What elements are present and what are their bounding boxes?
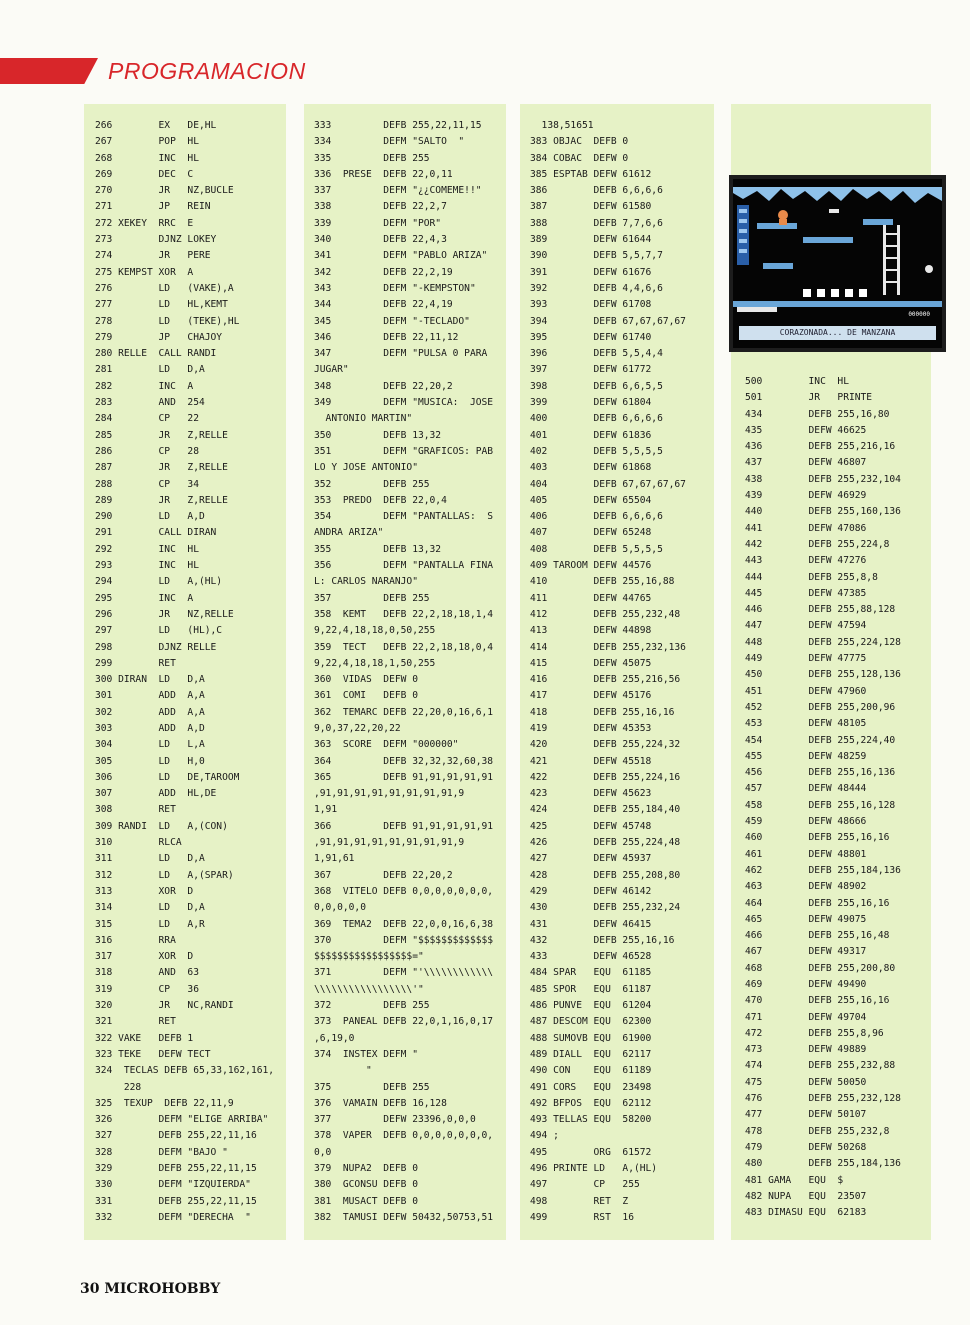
code-line: 501 JR PRINTE [745, 392, 873, 404]
code-line: ANDRA ARIZA" [314, 527, 384, 539]
code-line: 426 DEFB 255,224,48 [530, 837, 681, 849]
code-line: 418 DEFB 255,16,16 [530, 706, 675, 718]
code-line: 402 DEFB 5,5,5,5 [530, 445, 663, 457]
game-scene-image [733, 179, 942, 348]
code-line: 496 PRINTE LD A,(HL) [530, 1163, 658, 1174]
code-line: 358 KEMT DEFB 22,2,18,18,1,4 [314, 608, 494, 620]
code-line: 359 TECT DEFB 22,2,18,18,0,4 [314, 641, 494, 653]
code-line: 495 ORG 61572 [530, 1146, 652, 1158]
code-line: 440 DEFB 255,160,136 [745, 506, 901, 518]
code-line: 280 RELLE CALL RANDI [95, 348, 217, 360]
code-line: 484 SPAR EQU 61185 [530, 967, 652, 979]
code-line: 437 DEFW 46807 [745, 457, 867, 469]
code-line: 393 DEFW 61708 [530, 299, 652, 311]
code-line: 483 DIMASU EQU 62183 [745, 1207, 867, 1219]
code-line: 439 DEFW 46929 [745, 490, 867, 502]
code-line: 493 TELLAS EQU 58200 [530, 1114, 652, 1126]
code-line: 458 DEFB 255,16,128 [745, 799, 896, 811]
code-line: 396 DEFB 5,5,4,4 [530, 348, 663, 360]
code-line: 471 DEFW 49704 [745, 1011, 867, 1023]
code-line: 392 DEFB 4,4,6,6 [530, 282, 663, 294]
code-line: 463 DEFW 48902 [745, 881, 867, 893]
code-line: 490 CON EQU 61189 [530, 1065, 652, 1077]
code-line: 464 DEFB 255,16,16 [745, 897, 890, 909]
code-line: 360 VIDAS DEFW 0 [314, 674, 418, 686]
code-line: 289 JR Z,RELLE [95, 494, 228, 506]
code-line: 0,0,0,0,0 [314, 902, 366, 914]
code-line: 291 CALL DIRAN [95, 527, 217, 539]
code-line: 278 LD (TEKE),HL [95, 315, 240, 327]
code-line: ANTONIO MARTIN" [314, 413, 413, 425]
code-line: 429 DEFW 46142 [530, 885, 652, 897]
code-line: 422 DEFB 255,224,16 [530, 771, 681, 783]
code-line: 300 DIRAN LD D,A [95, 674, 205, 686]
code-line: 304 LD L,A [95, 739, 205, 751]
code-line: 456 DEFB 255,16,136 [745, 767, 896, 779]
code-line: 307 ADD HL,DE [95, 788, 217, 800]
code-line: 380 GCONSU DEFB 0 [314, 1179, 418, 1191]
code-line: 414 DEFB 255,232,136 [530, 641, 686, 653]
listing-column-2 [304, 104, 506, 1240]
code-line: 376 VAMAIN DEFB 16,128 [314, 1097, 447, 1109]
code-line: 378 VAPER DEFB 0,0,0,0,0,0,0, [314, 1130, 494, 1142]
code-line: 487 DESCOM EQU 62300 [530, 1016, 652, 1028]
code-line: 312 LD A,(SPAR) [95, 869, 234, 881]
code-line: 467 DEFW 49317 [745, 946, 867, 958]
code-line: 348 DEFB 22,20,2 [314, 380, 453, 392]
code-line: 450 DEFB 255,128,136 [745, 669, 901, 681]
code-line: 288 CP 34 [95, 478, 199, 490]
listing-column-3 [520, 104, 714, 1240]
code-line: 387 DEFW 61580 [530, 201, 652, 213]
code-line: 332 DEFM "DERECHA " [95, 1211, 251, 1223]
code-line: 409 TAROOM DEFW 44576 [530, 560, 652, 572]
code-line: 466 DEFB 255,16,48 [745, 930, 890, 942]
code-line: 337 DEFM "¿¿COMEME!!" [314, 185, 482, 197]
code-line: 424 DEFB 255,184,40 [530, 804, 681, 816]
code-line: 317 XOR D [95, 951, 194, 963]
code-line: 271 JP REIN [95, 201, 211, 213]
code-line: 341 DEFM "PABLO ARIZA" [314, 250, 488, 262]
code-line: 447 DEFW 47594 [745, 620, 867, 632]
code-line: 472 DEFB 255,8,96 [745, 1027, 884, 1039]
code-line: 351 DEFM "GRAFICOS: PAB [314, 445, 494, 457]
code-line: 330 DEFM "IZQUIERDA" [95, 1179, 251, 1191]
code-line: 391 DEFW 61676 [530, 266, 652, 278]
game-status-bar: CORAZONADA... DE MANZANA [739, 326, 936, 340]
code-line: 1,91 [314, 804, 338, 816]
code-line: 313 XOR D [95, 885, 194, 897]
code-line: 377 DEFW 23396,0,0,0 [314, 1114, 476, 1126]
code-line: 311 LD D,A [95, 853, 205, 865]
code-line: 470 DEFB 255,16,16 [745, 995, 890, 1007]
code-line: 399 DEFW 61804 [530, 397, 652, 409]
code-line: 476 DEFB 255,232,128 [745, 1093, 901, 1105]
code-line: 425 DEFW 45748 [530, 820, 652, 832]
code-line: 386 DEFB 6,6,6,6 [530, 185, 663, 197]
code-line: 0,0 [314, 1146, 332, 1158]
code-line: 281 LD D,A [95, 364, 205, 376]
code-line: 436 DEFB 255,216,16 [745, 441, 896, 453]
code-line: 374 INSTEX DEFM " [314, 1048, 418, 1060]
code-line: 420 DEFB 255,224,32 [530, 739, 681, 751]
code-line: 388 DEFB 7,7,6,6 [530, 217, 663, 229]
code-line: 419 DEFW 45353 [530, 722, 652, 734]
code-line: 324 TECLAS DEFB 65,33,162,161, [95, 1065, 275, 1077]
code-line: 320 JR NC,RANDI [95, 1000, 234, 1012]
code-line: ,91,91,91,91,91,91,91,91,9 [314, 837, 465, 849]
code-line: 394 DEFB 67,67,67,67 [530, 315, 686, 327]
code-line: 421 DEFW 45518 [530, 755, 652, 767]
code-line: 338 DEFB 22,2,7 [314, 201, 447, 213]
code-line: 397 DEFW 61772 [530, 364, 652, 376]
code-line: 276 LD (VAKE),A [95, 282, 234, 294]
code-line: 293 INC HL [95, 560, 199, 572]
code-line: 336 PRESE DEFB 22,0,11 [314, 168, 453, 180]
code-line: 346 DEFB 22,11,12 [314, 331, 459, 343]
code-line: 297 LD (HL),C [95, 625, 223, 637]
code-line: 335 DEFB 255 [314, 152, 430, 164]
code-line: 282 INC A [95, 380, 194, 392]
code-line: 294 LD A,(HL) [95, 576, 223, 588]
code-line: 345 DEFM "-TECLADO" [314, 315, 470, 327]
page-footer: 30 MICROHOBBY [80, 1281, 221, 1297]
code-line: 497 CP 255 [530, 1179, 640, 1191]
code-line: LO Y JOSE ANTONIO" [314, 462, 418, 474]
code-line: 318 AND 63 [95, 967, 199, 979]
code-line: 494 ; [530, 1130, 559, 1142]
code-line: 352 DEFB 255 [314, 478, 430, 490]
code-line: 465 DEFW 49075 [745, 913, 867, 925]
code-line: 296 JR NZ,RELLE [95, 608, 234, 620]
code-line: 448 DEFB 255,224,128 [745, 636, 901, 648]
code-line: 460 DEFB 255,16,16 [745, 832, 890, 844]
code-line: 285 JR Z,RELLE [95, 429, 228, 441]
code-line: ,91,91,91,91,91,91,91,91,9 [314, 788, 465, 800]
code-line: 331 DEFB 255,22,11,15 [95, 1195, 257, 1207]
code-line: 416 DEFB 255,216,56 [530, 674, 681, 686]
code-line: 417 DEFW 45176 [530, 690, 652, 702]
code-line: 474 DEFB 255,232,88 [745, 1060, 896, 1072]
code-line: 473 DEFW 49889 [745, 1044, 867, 1056]
code-line: 342 DEFB 22,2,19 [314, 266, 453, 278]
code-line: 489 DIALL EQU 62117 [530, 1048, 652, 1060]
code-line: 385 ESPTAB DEFW 61612 [530, 168, 652, 180]
code-line: 363 SCORE DEFM "000000" [314, 739, 459, 751]
code-line: 319 CP 36 [95, 983, 199, 995]
code-line: 443 DEFW 47276 [745, 555, 867, 567]
code-line: 438 DEFB 255,232,104 [745, 473, 901, 485]
code-line: 462 DEFB 255,184,136 [745, 864, 901, 876]
code-line: 272 XEKEY RRC E [95, 217, 194, 229]
code-line: 355 DEFB 13,32 [314, 543, 442, 555]
code-line: 274 JR PERE [95, 250, 211, 262]
code-line: 371 DEFM "'\\\\\\\\\\\\ [314, 967, 494, 979]
code-line: 267 POP HL [95, 136, 199, 148]
code-line: 401 DEFW 61836 [530, 429, 652, 441]
code-line: 408 DEFB 5,5,5,5 [530, 543, 663, 555]
code-line: 434 DEFB 255,16,80 [745, 408, 890, 420]
code-line: 366 DEFB 91,91,91,91,91 [314, 820, 494, 832]
code-line: 379 NUPA2 DEFB 0 [314, 1163, 418, 1174]
code-line: 287 JR Z,RELLE [95, 462, 228, 474]
code-line: 321 RET [95, 1016, 176, 1028]
code-line: 356 DEFM "PANTALLA FINA [314, 560, 494, 572]
code-line: 329 DEFB 255,22,11,15 [95, 1163, 257, 1174]
code-line: 480 DEFB 255,184,136 [745, 1158, 901, 1170]
code-line: 383 OBJAC DEFB 0 [530, 136, 629, 148]
code-line: 339 DEFM "POR" [314, 217, 442, 229]
section-accent-bar [0, 58, 98, 84]
code-line: 277 LD HL,KEMT [95, 299, 228, 311]
code-line: 323 TEKE DEFW TECT [95, 1048, 211, 1060]
code-line: 266 EX DE,HL [95, 120, 217, 131]
code-line: 295 INC A [95, 592, 194, 604]
code-line: 404 DEFB 67,67,67,67 [530, 478, 686, 490]
code-line: 499 RST 16 [530, 1211, 634, 1223]
code-line: 361 COMI DEFB 0 [314, 690, 418, 702]
code-line: 482 NUPA EQU 23507 [745, 1190, 867, 1202]
code-line: 430 DEFB 255,232,24 [530, 902, 681, 914]
code-line: 398 DEFB 6,6,5,5 [530, 380, 663, 392]
code-line: 310 RLCA [95, 837, 182, 849]
code-line: 138,51651 [530, 120, 594, 131]
code-line: 423 DEFW 45623 [530, 788, 652, 800]
code-line: 9,22,4,18,18,1,50,255 [314, 657, 436, 669]
code-line: 9,22,4,18,18,0,50,255 [314, 625, 436, 637]
code-line: 457 DEFW 48444 [745, 783, 867, 795]
code-line: 400 DEFB 6,6,6,6 [530, 413, 663, 425]
code-line: 370 DEFM "$$$$$$$$$$$$$ [314, 934, 494, 946]
code-line: 435 DEFW 46625 [745, 424, 867, 436]
code-line: 413 DEFW 44898 [530, 625, 652, 637]
code-line: JUGAR" [314, 364, 349, 376]
code-line: 475 DEFW 50050 [745, 1076, 867, 1088]
code-line: 298 DJNZ RELLE [95, 641, 217, 653]
code-line: 427 DEFW 45937 [530, 853, 652, 865]
code-line: 305 LD H,0 [95, 755, 205, 767]
code-line: 357 DEFB 255 [314, 592, 430, 604]
code-line: 461 DEFW 48801 [745, 848, 867, 860]
code-line: 452 DEFB 255,200,96 [745, 701, 896, 713]
code-line: 469 DEFW 49490 [745, 978, 867, 990]
code-line: 488 SUMOVB EQU 61900 [530, 1032, 652, 1044]
code-line: 273 DJNZ LOKEY [95, 234, 217, 246]
code-line: 431 DEFW 46415 [530, 918, 652, 930]
code-line: 389 DEFW 61644 [530, 234, 652, 246]
code-line: 315 LD A,R [95, 918, 205, 930]
code-line: 322 VAKE DEFB 1 [95, 1032, 194, 1044]
code-line: 395 DEFW 61740 [530, 331, 652, 343]
code-line: 269 DEC C [95, 168, 194, 180]
code-line: 481 GAMA EQU $ [745, 1174, 844, 1186]
code-line: 362 TEMARC DEFB 22,20,0,16,6,1 [314, 706, 494, 718]
code-line: 333 DEFB 255,22,11,15 [314, 120, 482, 131]
code-line: 492 BFPOS EQU 62112 [530, 1097, 652, 1109]
code-line: 279 JP CHAJOY [95, 331, 223, 343]
code-line: 478 DEFB 255,232,8 [745, 1125, 890, 1137]
code-line: 270 JR NZ,BUCLE [95, 185, 234, 197]
code-line: L: CARLOS NARANJO" [314, 576, 418, 588]
code-line: 9,0,37,22,20,22 [314, 722, 401, 734]
code-line: 309 RANDI LD A,(CON) [95, 820, 228, 832]
code-line: 477 DEFW 50107 [745, 1109, 867, 1121]
code-line: $$$$$$$$$$$$$$$$$=" [314, 951, 424, 963]
code-line: 381 MUSACT DEFB 0 [314, 1195, 418, 1207]
code-line: 1,91,61 [314, 853, 355, 865]
code-line: 433 DEFW 46528 [530, 951, 652, 963]
code-line: 301 ADD A,A [95, 690, 205, 702]
code-line: 479 DEFW 50268 [745, 1141, 867, 1153]
code-line: 369 TEMA2 DEFB 22,0,0,16,6,38 [314, 918, 494, 930]
code-line: 491 CORS EQU 23498 [530, 1081, 652, 1093]
code-line: 303 ADD A,D [95, 722, 205, 734]
code-line: 390 DEFB 5,5,7,7 [530, 250, 663, 262]
code-line: 354 DEFM "PANTALLAS: S [314, 511, 494, 523]
code-line: 442 DEFB 255,224,8 [745, 538, 890, 550]
code-line: 445 DEFW 47385 [745, 587, 867, 599]
code-line: 367 DEFB 22,20,2 [314, 869, 453, 881]
game-screenshot [729, 175, 946, 352]
code-line: 325 TEXUP DEFB 22,11,9 [95, 1097, 234, 1109]
code-line: 364 DEFB 32,32,32,60,38 [314, 755, 494, 767]
code-line: 275 KEMPST XOR A [95, 266, 194, 278]
code-line: 368 VITELO DEFB 0,0,0,0,0,0,0, [314, 885, 494, 897]
code-line: 365 DEFB 91,91,91,91,91 [314, 771, 494, 783]
code-line: 444 DEFB 255,8,8 [745, 571, 878, 583]
code-line: 349 DEFM "MUSICA: JOSE [314, 397, 494, 409]
code-line: 327 DEFB 255,22,11,16 [95, 1130, 257, 1142]
code-line: 454 DEFB 255,224,40 [745, 734, 896, 746]
code-line: 446 DEFB 255,88,128 [745, 604, 896, 616]
code-line: 372 DEFB 255 [314, 1000, 430, 1012]
code-line: 283 AND 254 [95, 397, 205, 409]
code-line: 415 DEFW 45075 [530, 657, 652, 669]
code-line: 406 DEFB 6,6,6,6 [530, 511, 663, 523]
code-line: 411 DEFW 44765 [530, 592, 652, 604]
code-line: 299 RET [95, 657, 176, 669]
code-line: 284 CP 22 [95, 413, 199, 425]
code-line: 292 INC HL [95, 543, 199, 555]
code-line: 286 CP 28 [95, 445, 199, 457]
listing-column-1 [84, 104, 286, 1240]
code-line: \\\\\\\\\\\\\\\\\'" [314, 983, 424, 995]
code-line: 302 ADD A,A [95, 706, 205, 718]
code-line: " [314, 1065, 372, 1077]
code-line: 407 DEFW 65248 [530, 527, 652, 539]
code-line: 353 PREDO DEFB 22,0,4 [314, 494, 447, 506]
code-line: 328 DEFM "BAJO " [95, 1146, 228, 1158]
code-line: 428 DEFB 255,208,80 [530, 869, 681, 881]
code-line: 228 [95, 1081, 142, 1093]
code-line: 343 DEFM "-KEMPSTON" [314, 282, 476, 294]
code-line: ,6,19,0 [314, 1032, 355, 1044]
code-line: 326 DEFM "ELIGE ARRIBA" [95, 1114, 269, 1126]
code-line: 405 DEFW 65504 [530, 494, 652, 506]
code-line: 340 DEFB 22,4,3 [314, 234, 447, 246]
code-line: 486 PUNVE EQU 61204 [530, 1000, 652, 1012]
game-score: 000000 [908, 311, 930, 318]
code-line: 268 INC HL [95, 152, 199, 164]
code-line: 451 DEFW 47960 [745, 685, 867, 697]
code-line: 306 LD DE,TAROOM [95, 771, 240, 783]
code-line: 485 SPOR EQU 61187 [530, 983, 652, 995]
code-line: 347 DEFM "PULSA 0 PARA [314, 348, 488, 360]
code-line: 290 LD A,D [95, 511, 205, 523]
code-line: 500 INC HL [745, 376, 849, 387]
code-line: 432 DEFB 255,16,16 [530, 934, 675, 946]
section-title: PROGRAMACION [108, 58, 306, 84]
code-line: 382 TAMUSI DEFW 50432,50753,51 [314, 1211, 494, 1223]
code-line: 344 DEFB 22,4,19 [314, 299, 453, 311]
code-line: 308 RET [95, 804, 176, 816]
code-line: 459 DEFW 48666 [745, 816, 867, 828]
code-line: 350 DEFB 13,32 [314, 429, 442, 441]
code-line: 412 DEFB 255,232,48 [530, 608, 681, 620]
code-line: 403 DEFW 61868 [530, 462, 652, 474]
code-line: 441 DEFW 47086 [745, 522, 867, 534]
code-line: 375 DEFB 255 [314, 1081, 430, 1093]
code-line: 455 DEFW 48259 [745, 750, 867, 762]
code-line: 316 RRA [95, 934, 176, 946]
code-line: 384 COBAC DEFW 0 [530, 152, 629, 164]
code-line: 410 DEFB 255,16,88 [530, 576, 675, 588]
code-line: 468 DEFB 255,200,80 [745, 962, 896, 974]
code-line: 373 PANEAL DEFB 22,0,1,16,0,17 [314, 1016, 494, 1028]
code-line: 449 DEFW 47775 [745, 653, 867, 665]
code-line: 453 DEFW 48105 [745, 718, 867, 730]
code-line: 314 LD D,A [95, 902, 205, 914]
code-line: 498 RET Z [530, 1195, 629, 1207]
code-line: 334 DEFM "SALTO " [314, 136, 465, 148]
